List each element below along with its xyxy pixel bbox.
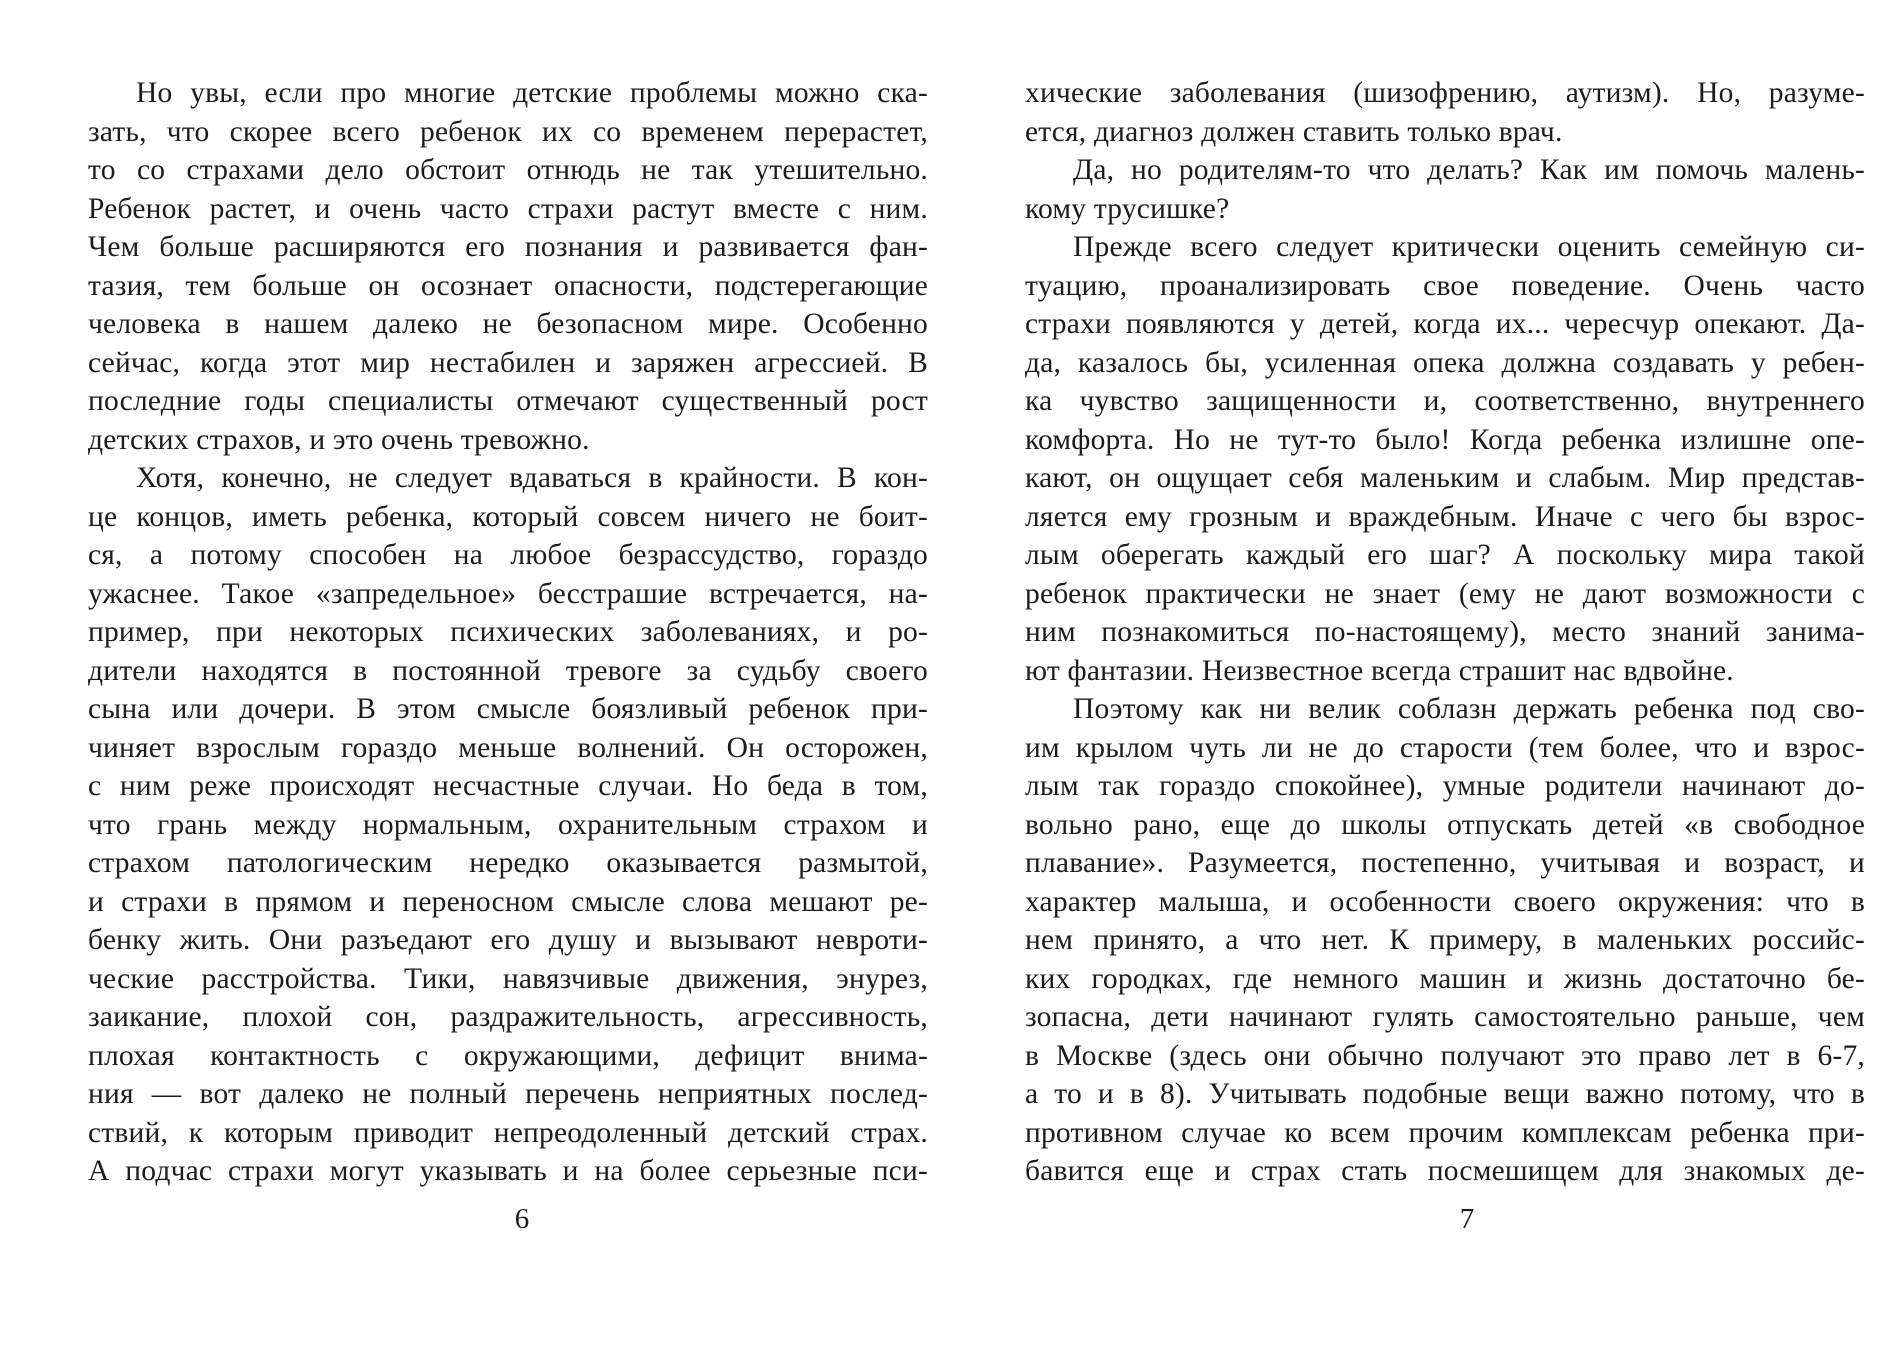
text-line: ется, диагноз должен ставить только врач. xyxy=(1025,115,1563,148)
text-line: страхом патологическим нередко оказывается размытой, xyxy=(88,847,928,879)
text-line: тазия, тем больше он осознает опасности, подстерегающие xyxy=(88,269,928,302)
text-line: ния — вот далеко не полный перечень неприятных послед- xyxy=(88,1078,928,1110)
text-line: в Москве (здесь они обычно получают это право лет в 6-7, xyxy=(1025,1039,1865,1072)
text-line: ствий, к которым приводит непреодоленный детский страх. xyxy=(88,1116,928,1149)
text-line: Поэтому как ни велик соблазн держать ребенка под сво- xyxy=(1073,693,1865,725)
text-line: ним познакомиться по-настоящему), место знаний занима- xyxy=(1025,616,1865,648)
left-page xyxy=(88,74,928,1191)
text-line: кому трусишке? xyxy=(1025,192,1230,225)
text-line: пример, при некоторых психических заболеваниях, и ро- xyxy=(88,616,928,648)
text-line: плавание». Разумеется, постепенно, учитывая и возраст, и xyxy=(1025,847,1865,879)
text-line: Ребенок растет, и очень часто страхи растут вместе с ним. xyxy=(88,192,928,225)
text-line: ких городках, где немного машин и жизнь достаточно бе- xyxy=(1025,962,1865,995)
text-line: ся, а потому способен на любое безрассудство, гораздо xyxy=(88,539,928,571)
text-line: и страхи в прямом и переносном смысле слова мешают ре- xyxy=(88,885,928,918)
text-line: человека в нашем далеко не безопасном мире. Особенно xyxy=(88,308,928,340)
text-line: кают, он ощущает себя маленьким и слабым. Мир представ- xyxy=(1025,462,1865,494)
text-line: то со страхами дело обстоит отнюдь не так утешительно. xyxy=(88,154,928,186)
text-line: а то и в 8). Учитывать подобные вещи важно потому, что в xyxy=(1025,1078,1865,1110)
text-line: бавится еще и страх стать посмешищем для знакомых де- xyxy=(1025,1155,1865,1187)
text-line: ют фантазии. Неизвестное всегда страшит нас вдвойне. xyxy=(1025,654,1734,687)
text-line: им крылом чуть ли не до старости (тем более, что и взрос- xyxy=(1025,731,1865,764)
text-line: туацию, проанализировать свое поведение. Очень часто xyxy=(1025,269,1865,302)
text-line: с ним реже происходят несчастные случаи. Но беда в том, xyxy=(88,770,928,802)
text-line: что грань между нормальным, охранительным страхом и xyxy=(88,808,928,841)
text-line: це концов, иметь ребенка, который совсем ничего не боит- xyxy=(88,500,928,533)
text-line: характер малыша, и особенности своего окружения: что в xyxy=(1025,885,1865,918)
text-line: лым оберегать каждый его шаг? А поскольку мира такой xyxy=(1025,539,1865,571)
text-line: А подчас страхи могут указывать и на более серьезные пси- xyxy=(88,1155,928,1187)
page-number-left: 6 xyxy=(514,1203,530,1235)
text-line: лым так гораздо спокойнее), умные родители начинают до- xyxy=(1025,770,1865,802)
text-line: ляется ему грозным и враждебным. Иначе с чего бы взрос- xyxy=(1025,500,1865,533)
text-line: сейчас, когда этот мир нестабилен и заряжен агрессией. В xyxy=(88,346,928,379)
text-line: противном случае ко всем прочим комплексам ребенка при- xyxy=(1025,1116,1865,1149)
page-number-right: 7 xyxy=(1459,1203,1475,1235)
text-line: ребенок практически не знает (ему не дают возможности с xyxy=(1025,577,1865,610)
text-line: ка чувство защищенности и, соответственно, внутреннего xyxy=(1025,385,1865,417)
text-line: дители находятся в постоянной тревоге за судьбу своего xyxy=(88,654,928,687)
right-page xyxy=(1025,74,1865,1191)
text-line: детских страхов, и это очень тревожно. xyxy=(88,423,590,456)
text-line: хические заболевания (шизофрению, аутизм). Но, разуме- xyxy=(1025,77,1865,109)
text-line: бенку жить. Они разъедают его душу и вызывают невроти- xyxy=(88,924,928,956)
text-line: ческие расстройства. Тики, навязчивые движения, энурез, xyxy=(88,962,928,995)
text-line: плохая контактность с окружающими, дефицит внима- xyxy=(88,1039,928,1072)
text-line: вольно рано, еще до школы отпускать детей «в свободное xyxy=(1025,808,1865,841)
text-line: Чем больше расширяются его познания и развивается фан- xyxy=(88,231,928,263)
text-line: зать, что скорее всего ребенок их со временем перерастет, xyxy=(88,115,928,148)
text-line: заикание, плохой сон, раздражительность, агрессивность, xyxy=(88,1001,928,1033)
text-line: зопасна, дети начинают гулять самостоятельно раньше, чем xyxy=(1025,1001,1865,1033)
text-line: чиняет взрослым гораздо меньше волнений. Он осторожен, xyxy=(88,731,928,764)
text-line: страхи появляются у детей, когда их... чересчур опекают. Да- xyxy=(1025,308,1865,340)
text-line: Да, но родителям-то что делать? Как им помочь малень- xyxy=(1073,154,1865,186)
text-line: Хотя, конечно, не следует вдаваться в крайности. В кон- xyxy=(136,462,928,494)
text-line: да, казалось бы, усиленная опека должна создавать у ребен- xyxy=(1025,346,1865,379)
text-line: комфорта. Но не тут-то было! Когда ребенка излишне опе- xyxy=(1025,423,1865,456)
text-line: Прежде всего следует критически оценить семейную си- xyxy=(1073,231,1865,263)
text-line: нем принято, а что нет. К примеру, в маленьких российс- xyxy=(1025,924,1865,956)
text-line: Но увы, если про многие детские проблемы можно ска- xyxy=(136,77,928,109)
text-line: последние годы специалисты отмечают существенный рост xyxy=(88,385,928,417)
text-line: ужаснее. Такое «запредельное» бесстрашие встречается, на- xyxy=(88,577,928,610)
text-line: сына или дочери. В этом смысле боязливый ребенок при- xyxy=(88,693,928,725)
